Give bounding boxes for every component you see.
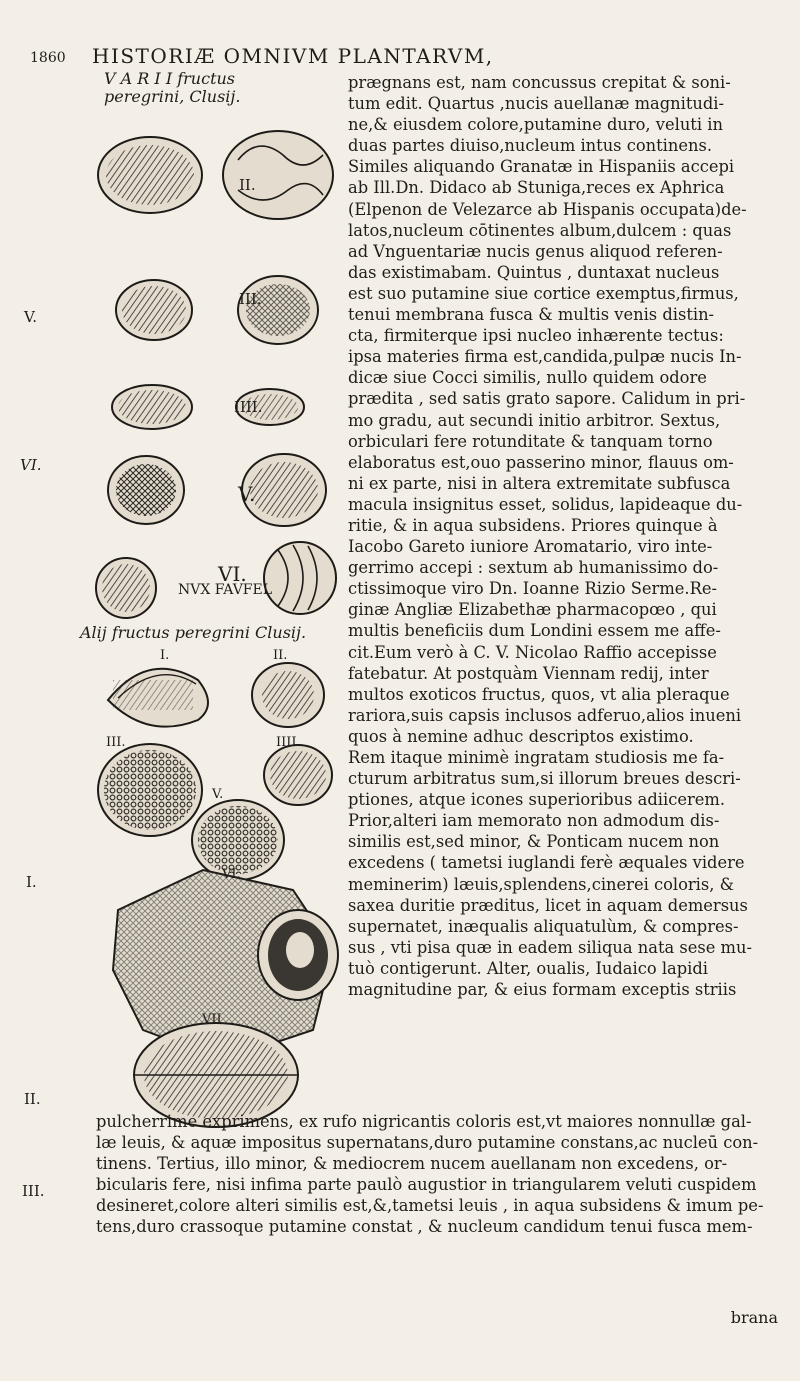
- text-line: tinens. Tertius, illo minor, & mediocrem nucem auellanam non excedens, or-: [96, 1154, 728, 1174]
- text-line: ab Ill.Dn. Didaco ab Stuniga,reces ex Aphrica: [348, 178, 725, 198]
- text-line: est suo putamine siue cortice exemptus,firmus,: [348, 283, 739, 303]
- figure-label-nvx-favfel: NVX FAVFEL: [178, 582, 273, 598]
- running-title: HISTORIÆ OMNIVM PLANTARVM,: [92, 44, 494, 68]
- text-line: mo gradu, aut secundi initio arbitror. Sextus,: [348, 410, 721, 430]
- text-line: bicularis fere, nisi infima parte paulò augustior in triangularem veluti cuspidem: [96, 1175, 757, 1195]
- text-line: similis est,sed minor, & Ponticam nucem non: [348, 832, 720, 852]
- figure-label-b6: VI.: [222, 867, 241, 882]
- text-line: tuò contigerunt. Alter, oualis, Iudaico lapidi: [348, 958, 708, 978]
- text-line: (Elpenon de Velezarce ab Hispanis occupata)de-: [348, 199, 747, 219]
- text-line: latos,nucleum cōtinentes album,dulcem : quas: [348, 220, 732, 240]
- body-text-full-width: [96, 1111, 778, 1238]
- figure-label-b2: II.: [273, 648, 288, 663]
- text-line: Iacobo Gareto iuniore Aromatario, viro inte-: [348, 537, 713, 557]
- nut-illustration-7: [108, 456, 184, 524]
- figure-label-a5: V.: [238, 482, 256, 506]
- text-line: Prior,alteri iam memorato non admodum dis-: [348, 811, 720, 831]
- figure-label-a6: VI.: [218, 562, 247, 586]
- text-line: meminerim) læuis,splendens,cinerei coloris, &: [348, 874, 735, 894]
- text-line: ipsa materies firma est,candida,pulpæ nucis In-: [348, 347, 742, 367]
- text-line: desineret,colore alteri similis est,&,tametsi leuis , in aqua subsidens & imum pe-: [96, 1196, 764, 1216]
- catchword: brana: [730, 1308, 778, 1327]
- text-line: orbiculari fere rotunditate & tanquam torno: [348, 431, 713, 451]
- margin-label-vi: VI.: [20, 456, 42, 474]
- text-line: tenui membrana fusca & multis venis distin-: [348, 305, 715, 325]
- text-line: multis beneficiis dum Londini essem me affe-: [348, 621, 721, 641]
- figure-caption-alij-fructus: Alij fructus peregrini Clusij.: [80, 623, 307, 642]
- text-line: rariora,suis capsis inclusos adferuo,alios inueni: [348, 705, 742, 725]
- figure-label-a3: III.: [239, 290, 262, 308]
- engraving-plate: [88, 80, 348, 1130]
- page-number: 1860: [30, 50, 66, 66]
- nut-illustration-1: [98, 137, 202, 213]
- text-line: læ leuis, & aquæ impositus supernatans,duro putamine constans,ac nucleū con-: [96, 1133, 759, 1153]
- text-line: ni ex parte, nisi in altera extremitate subfusca: [348, 473, 731, 493]
- nut-illustration-2: [223, 131, 333, 219]
- nut-illustration-5: [112, 385, 192, 429]
- text-line: tens,duro crassoque putamine constat , & nucleum candidum tenui fusca mem-: [96, 1217, 753, 1237]
- text-line: tum edit. Quartus ,nucis auellanæ magnitudi-: [348, 94, 725, 114]
- text-line: quos à nemine adhuc descriptos existimo.: [348, 726, 694, 746]
- text-line: das existimabam. Quintus , duntaxat nucleus: [348, 262, 720, 282]
- text-line: ctissimoque viro Dn. Ioanne Rizio Serme.Re-: [348, 579, 717, 599]
- nut-illustration-nvx-favfel-2: [264, 542, 336, 614]
- text-line: cta, firmiterque ipsi nucleo inhærente tectus:: [348, 326, 724, 346]
- text-line: gerrimo accepi : sextum ab humanissimo do-: [348, 558, 719, 578]
- text-line: Rem itaque minimè ingratam studiosis me fa-: [348, 748, 725, 767]
- nut-illustration-nvx-favfel-1: [96, 558, 156, 618]
- text-line: fatebatur. At postquàm Viennam redij, inter: [348, 663, 709, 683]
- text-line: saxea duritie præditus, licet in aquam demersus: [348, 895, 748, 915]
- figure-label-b5: V.: [212, 787, 224, 802]
- figure-label-a2: II.: [239, 176, 256, 194]
- text-line: cit.Eum verò à C. V. Nicolao Raffio accepisse: [348, 642, 717, 662]
- text-line: Similes aliquando Granatæ in Hispaniis accepi: [348, 157, 735, 177]
- text-line: ne,& eiusdem colore,putamine duro, veluti in: [348, 115, 723, 135]
- body-text-right-column: [348, 72, 778, 1000]
- fruit-illustration-2: [252, 663, 324, 727]
- fruit-illustration-4: [264, 745, 332, 805]
- text-line: elaboratus est,ouo passerino minor, flauus om-: [348, 452, 734, 472]
- text-line: supernatet, inæqualis aliquatulùm, & compres-: [348, 916, 739, 936]
- margin-label-v: V.: [24, 308, 37, 326]
- text-line: pulcherrime exprimens, ex rufo nigricantis coloris est,vt maiores nonnullæ gal-: [96, 1112, 752, 1131]
- figure-label-b7: VII: [202, 1012, 222, 1027]
- margin-label-i: I.: [26, 873, 37, 891]
- margin-label-ii: II.: [24, 1090, 41, 1108]
- figure-label-b4: IIII.: [276, 735, 301, 750]
- text-line: magnitudine par, & eius formam exceptis striis: [348, 980, 737, 1000]
- text-line: excedens ( tametsi iuglandi ferè æquales videre: [348, 853, 745, 873]
- figure-label-a4: IIII.: [234, 398, 263, 416]
- text-line: ginæ Angliæ Elizabethæ pharmacopœo , qui: [348, 600, 717, 620]
- nut-illustration-4: [238, 276, 318, 344]
- figure-label-b1: I.: [160, 648, 170, 663]
- figure-label-b3: III.: [106, 735, 126, 750]
- text-line: macula insignitus esset, solidus, lapideaque du-: [348, 494, 743, 514]
- text-line: ritie, & in aqua subsidens. Priores quinque à: [348, 515, 718, 535]
- margin-label-iii: III.: [22, 1182, 45, 1200]
- text-line: dicæ siue Cocci similis, nullo quidem odore: [348, 368, 707, 388]
- text-line: prægnans est, nam concussus crepitat & soni-: [348, 73, 731, 92]
- nut-illustration-3: [116, 280, 192, 340]
- caption-line-2: peregrini, Clusij.: [104, 87, 241, 106]
- text-line: prædita , sed satis grato sapore. Calidum in pri-: [348, 389, 746, 409]
- text-line: ad Vnguentariæ nucis genus aliquod referen-: [348, 241, 723, 261]
- fruit-illustration-1: [108, 669, 208, 727]
- text-line: duas partes diuiso,nucleum intus continens.: [348, 136, 712, 156]
- text-line: sus , vti pisa quæ in eadem siliqua nata sese mu-: [348, 937, 752, 957]
- caption-line-1: V A R I I fructus: [104, 69, 236, 88]
- text-line: ptiones, atque icones superioribus adiicerem.: [348, 790, 725, 810]
- text-line: multos exoticos fructus, quos, vt alia pleraque: [348, 684, 730, 704]
- fruit-illustration-3: [98, 744, 202, 836]
- text-line: cturum arbitratus sum,si illorum breues descri-: [348, 769, 741, 789]
